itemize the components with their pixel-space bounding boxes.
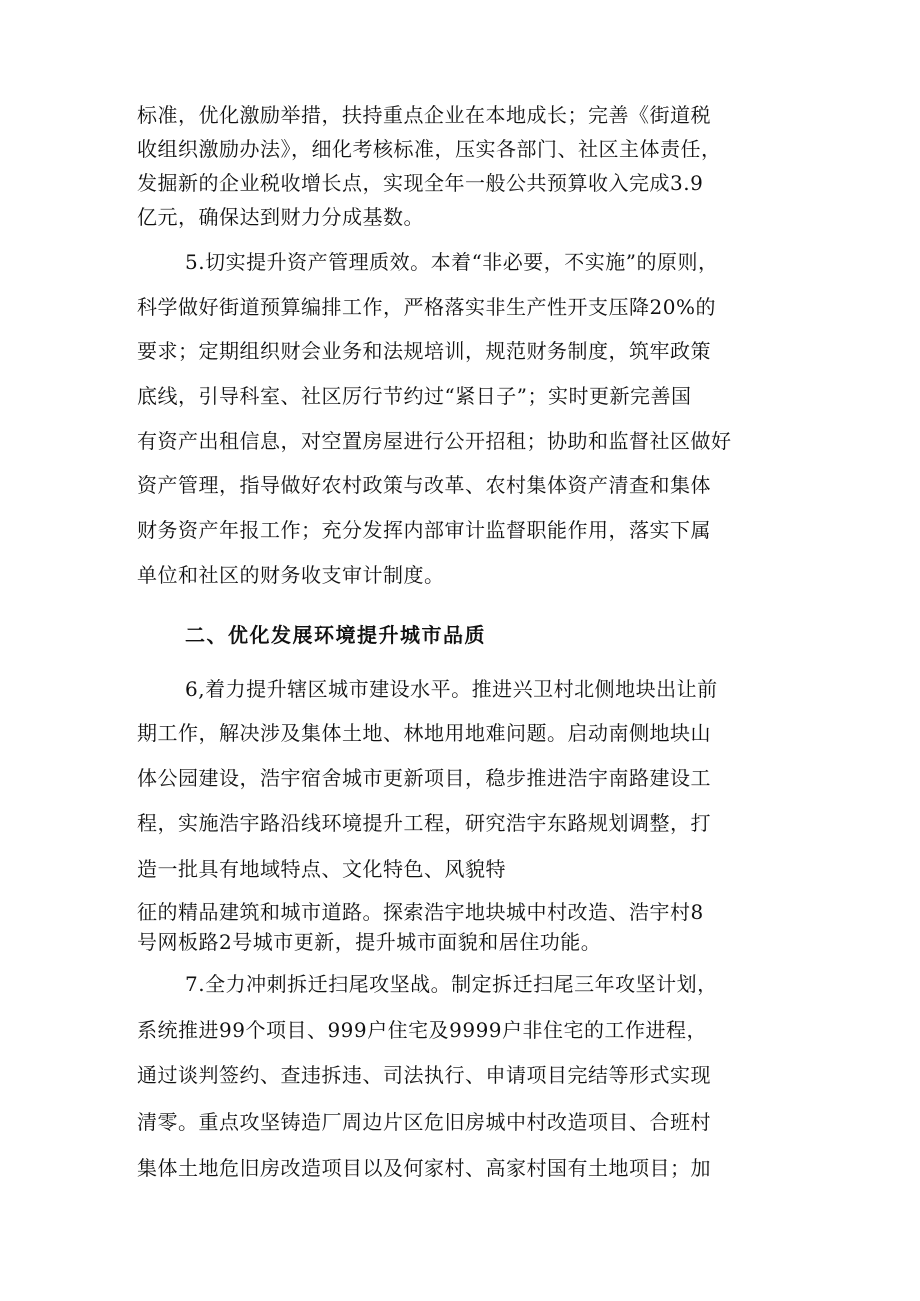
body-line: 单位和社区的财务收支审计制度。 — [137, 563, 445, 587]
body-line: 清零。重点攻坚铸造厂周边片区危旧房城中村改造项目、合班村 — [137, 1110, 711, 1134]
body-line: 标准，优化激励举措，扶持重点企业在本地成长；完善《街道税 — [137, 103, 711, 127]
body-line: 造一批具有地域特点、文化特色、风貌特 — [137, 857, 506, 881]
section-heading: 二、优化发展环境提升城市品质 — [185, 623, 486, 647]
body-line: 号网板路2号城市更新，提升城市面貌和居住功能。 — [137, 930, 602, 954]
body-line: 7.全力冲刺拆迁扫尾攻坚战。制定拆迁扫尾三年攻坚计划， — [185, 972, 718, 996]
body-line: 集体土地危旧房改造项目以及何家村、高家村国有土地项目；加 — [137, 1156, 711, 1180]
body-line: 通过谈判签约、查违拆违、司法执行、申请项目完结等形式实现 — [137, 1063, 711, 1087]
body-line: 要求；定期组织财会业务和法规培训，规范财务制度，筑牢政策 — [137, 339, 711, 363]
body-line: 财务资产年报工作；充分发挥内部审计监督职能作用，落实下属 — [137, 518, 711, 542]
body-line: 底线，引导科室、社区厉行节约过“紧日子”；实时更新完善国 — [137, 384, 692, 408]
body-line: 亿元，确保达到财力分成基数。 — [137, 205, 424, 229]
body-line: 资产管理，指导做好农村政策与改革、农村集体资产清查和集体 — [137, 473, 711, 497]
body-line: 体公园建设，浩宇宿舍城市更新项目，稳步推进浩宇南路建设工 — [137, 766, 711, 790]
body-line: 发掘新的企业税收增长点，实现全年一般公共预算收入完成3.9 — [137, 171, 704, 195]
body-line: 期工作，解决涉及集体土地、林地用地难问题。启动南侧地块山 — [137, 721, 711, 745]
body-line: 6,着力提升辖区城市建设水平。推进兴卫村北侧地块出让前 — [185, 677, 718, 701]
body-line: 有资产出租信息，对空置房屋进行公开招租；协助和监督社区做好 — [137, 429, 732, 453]
body-line: 收组织激励办法》，细化考核标准，压实各部门、社区主体责任， — [137, 137, 722, 161]
body-line: 程，实施浩宇路沿线环境提升工程，研究浩宇东路规划调整，打 — [137, 811, 711, 835]
body-line: 科学做好街道预算编排工作，严格落实非生产性开支压降20%的 — [137, 295, 716, 319]
body-line: 系统推进99个项目、999户住宅及9999户非住宅的工作进程， — [137, 1018, 708, 1042]
body-line: 5.切实提升资产管理质效。本着“非必要，不实施”的原则， — [185, 250, 719, 274]
body-line: 征的精品建筑和城市道路。探索浩宇地块城中村改造、浩宇村8 — [137, 900, 704, 924]
